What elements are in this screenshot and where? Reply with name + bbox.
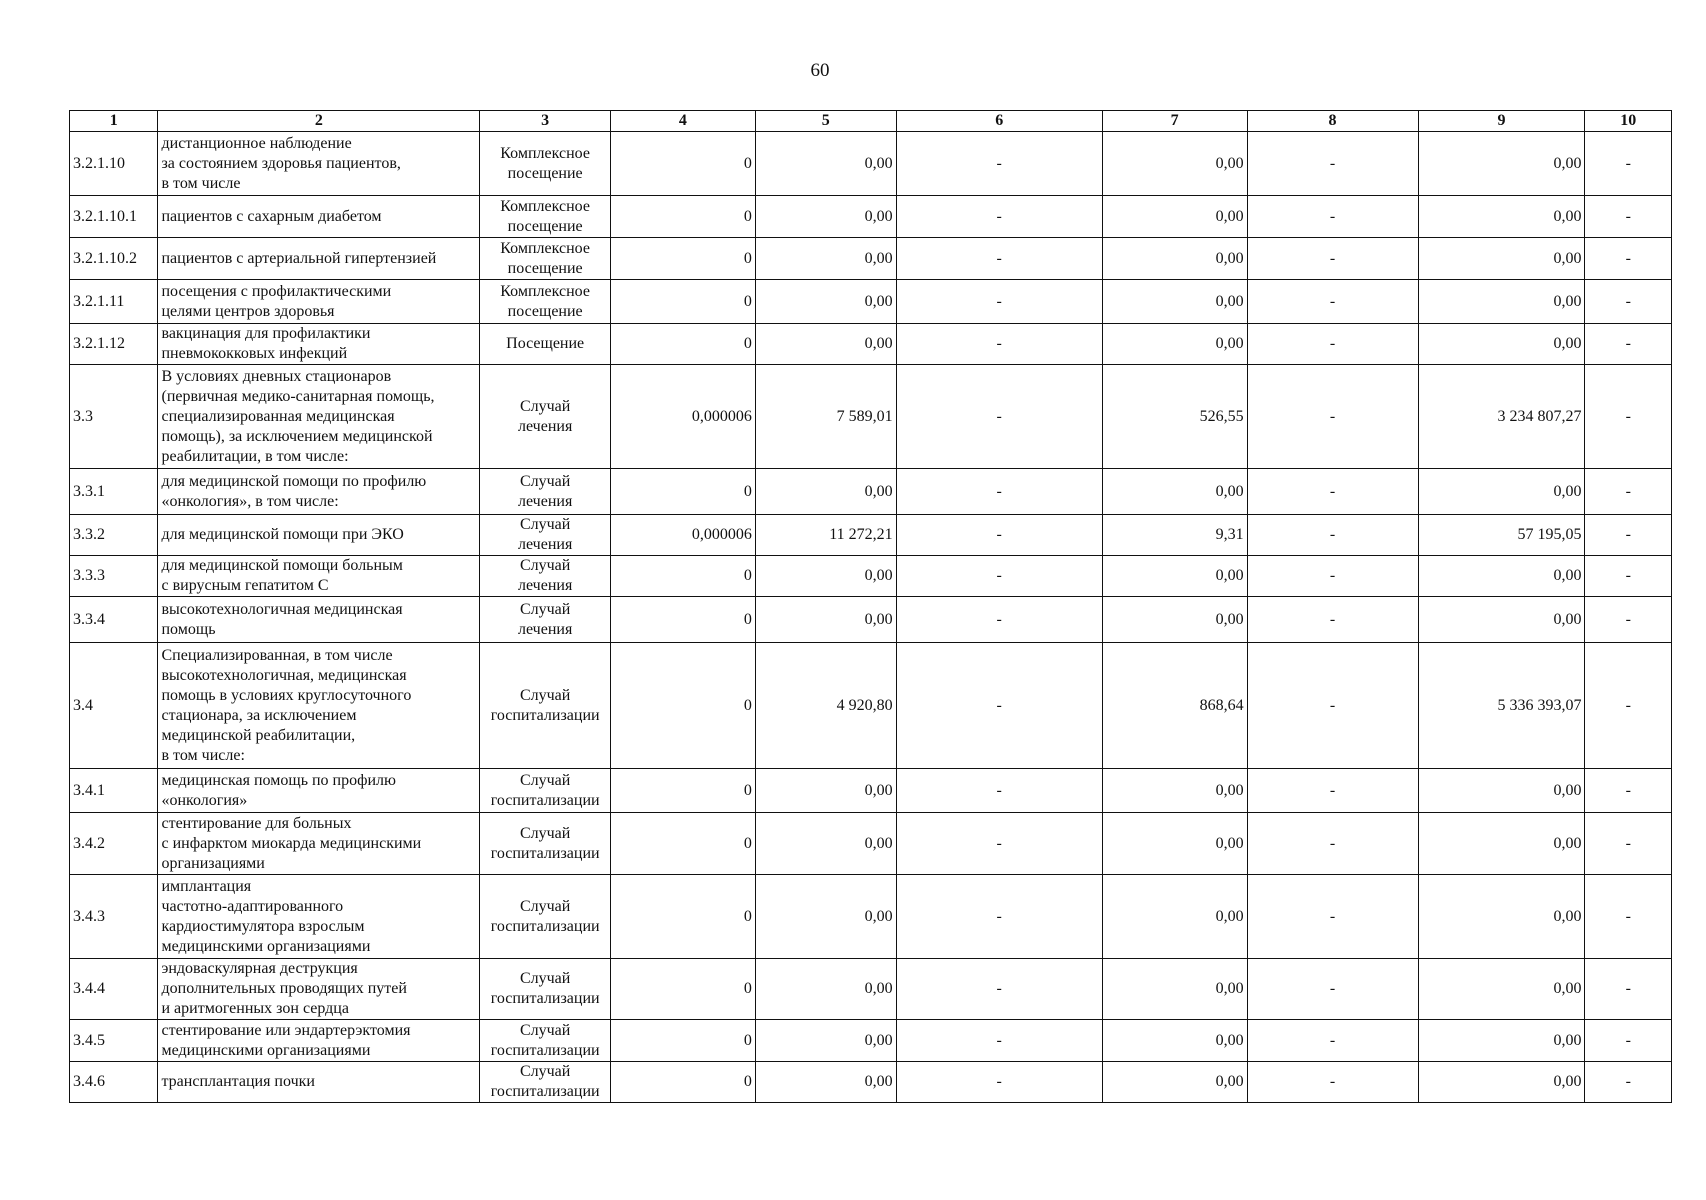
table-row — [70, 643, 1672, 769]
table-row — [70, 515, 1672, 556]
cell-col-6: - — [896, 1062, 1102, 1103]
row-unit-line: посещение — [507, 164, 583, 182]
row-name — [158, 469, 480, 515]
cell-col-8: - — [1247, 1062, 1418, 1103]
cell-col-7: 0,00 — [1102, 959, 1247, 1020]
row-code: 3.4 — [70, 643, 158, 769]
cell-col-8: - — [1247, 515, 1418, 556]
cell-col-10: - — [1585, 515, 1672, 556]
row-unit-line: Случай — [519, 1063, 571, 1080]
row-name-line: Специализированная, в том числе — [161, 646, 393, 664]
row-name — [158, 1020, 480, 1062]
row-code: 3.4.4 — [70, 959, 158, 1020]
cell-col-5: 0,00 — [755, 556, 896, 597]
cell-col-5: 0,00 — [755, 132, 896, 196]
row-name-line: помощь), за исключением медицинской — [161, 427, 433, 445]
cell-col-4: 0 — [611, 1062, 756, 1103]
row-unit-line: лечения — [517, 536, 573, 553]
row-name-line: В условиях дневных стационаров — [161, 367, 392, 385]
cell-col-9: 0,00 — [1418, 769, 1585, 813]
row-code: 3.2.1.10 — [70, 132, 158, 196]
row-name-line: посещения с профилактическими — [161, 282, 392, 300]
row-name-line: стационара, за исключением — [161, 706, 357, 724]
cell-col-8: - — [1247, 875, 1418, 959]
row-unit-line: Случай — [519, 897, 571, 915]
row-unit-line: лечения — [517, 417, 573, 435]
col-header-6: 6 — [896, 111, 1102, 132]
cell-col-4: 0,000006 — [611, 365, 756, 469]
row-unit — [480, 515, 611, 556]
cell-col-6: - — [896, 238, 1102, 280]
cell-col-4: 0 — [611, 769, 756, 813]
cell-col-5: 7 589,01 — [755, 365, 896, 469]
cell-col-9: 0,00 — [1418, 132, 1585, 196]
row-name-line: медицинскими организациями — [161, 1041, 371, 1059]
row-name-line: высокотехнологичная, медицинская — [161, 666, 407, 684]
cell-col-10: - — [1585, 324, 1672, 365]
row-name — [158, 769, 480, 813]
cell-col-9: 0,00 — [1418, 556, 1585, 597]
cell-col-6: - — [896, 769, 1102, 813]
row-unit-line: Случай — [519, 686, 571, 704]
row-name-line: трансплантация почки — [161, 1073, 315, 1090]
cell-col-9: 0,00 — [1418, 469, 1585, 515]
row-name-line: дополнительных проводящих путей — [161, 980, 407, 997]
table-row — [70, 132, 1672, 196]
cell-col-10: - — [1585, 196, 1672, 238]
row-unit — [480, 132, 611, 196]
row-unit — [480, 556, 611, 597]
row-unit-line: посещение — [507, 302, 583, 320]
row-unit — [480, 196, 611, 238]
row-name — [158, 280, 480, 324]
cell-col-6: - — [896, 515, 1102, 556]
cell-col-9: 0,00 — [1418, 1062, 1585, 1103]
row-code: 3.4.5 — [70, 1020, 158, 1062]
table-row — [70, 280, 1672, 324]
row-name-line: и аритмогенных зон сердца — [161, 1000, 349, 1017]
cell-col-7: 0,00 — [1102, 597, 1247, 643]
cell-col-4: 0 — [611, 280, 756, 324]
table-row — [70, 769, 1672, 813]
cell-col-8: - — [1247, 597, 1418, 643]
row-unit-line: госпитализации — [490, 917, 600, 935]
row-name — [158, 597, 480, 643]
cell-col-10: - — [1585, 469, 1672, 515]
row-name-line: реабилитации, в том числе: — [161, 447, 349, 465]
cell-col-10: - — [1585, 959, 1672, 1020]
row-name-line: (первичная медико-санитарная помощь, — [161, 387, 435, 405]
row-unit-line: Комплексное — [500, 144, 590, 162]
row-name-line: эндоваскулярная деструкция — [161, 960, 358, 977]
table-row — [70, 196, 1672, 238]
table-row — [70, 556, 1672, 597]
cell-col-5: 0,00 — [755, 1062, 896, 1103]
row-unit-line: Случай — [519, 516, 571, 533]
row-code: 3.2.1.12 — [70, 324, 158, 365]
row-unit-line: госпитализации — [490, 1041, 600, 1059]
row-code: 3.3.3 — [70, 556, 158, 597]
row-unit-line: посещение — [507, 259, 583, 277]
cell-col-7: 0,00 — [1102, 1062, 1247, 1103]
row-code: 3.3.2 — [70, 515, 158, 556]
cell-col-10: - — [1585, 597, 1672, 643]
cell-col-9: 0,00 — [1418, 196, 1585, 238]
cell-col-8: - — [1247, 643, 1418, 769]
row-name-line: «онкология» — [161, 791, 248, 809]
cell-col-6: - — [896, 365, 1102, 469]
cell-col-6: - — [896, 813, 1102, 875]
row-unit — [480, 769, 611, 813]
row-unit — [480, 1062, 611, 1103]
row-unit — [480, 643, 611, 769]
cell-col-5: 0,00 — [755, 813, 896, 875]
cell-col-9: 0,00 — [1418, 238, 1585, 280]
cell-col-4: 0 — [611, 1020, 756, 1062]
row-name-line: высокотехнологичная медицинская — [161, 600, 403, 618]
row-name-line: стентирование или эндартерэктомия — [161, 1021, 411, 1039]
cell-col-8: - — [1247, 280, 1418, 324]
row-name-line: за состоянием здоровья пациентов, — [161, 154, 401, 172]
cell-col-5: 0,00 — [755, 196, 896, 238]
col-header-2: 2 — [158, 111, 480, 132]
cell-col-7: 9,31 — [1102, 515, 1247, 556]
row-name-line: для медицинской помощи по профилю — [161, 472, 427, 490]
row-unit-line: Случай — [519, 472, 571, 490]
cell-col-6: - — [896, 875, 1102, 959]
cell-col-4: 0 — [611, 132, 756, 196]
row-unit-line: лечения — [517, 492, 573, 510]
row-unit-line: госпитализации — [490, 844, 600, 862]
cell-col-4: 0 — [611, 643, 756, 769]
cell-col-8: - — [1247, 813, 1418, 875]
row-unit-line: Случай — [519, 970, 571, 987]
row-unit-line: Случай — [519, 771, 571, 789]
cell-col-5: 0,00 — [755, 1020, 896, 1062]
cell-col-8: - — [1247, 959, 1418, 1020]
col-header-9: 9 — [1418, 111, 1585, 132]
row-unit-line: Случай — [519, 557, 571, 574]
row-name — [158, 238, 480, 280]
row-code: 3.4.1 — [70, 769, 158, 813]
row-code: 3.4.6 — [70, 1062, 158, 1103]
row-unit-line: госпитализации — [490, 791, 600, 809]
cell-col-5: 0,00 — [755, 280, 896, 324]
cell-col-7: 868,64 — [1102, 643, 1247, 769]
row-code: 3.4.2 — [70, 813, 158, 875]
row-code: 3.3.4 — [70, 597, 158, 643]
cell-col-7: 526,55 — [1102, 365, 1247, 469]
cell-col-5: 0,00 — [755, 959, 896, 1020]
cell-col-6: - — [896, 280, 1102, 324]
data-table — [69, 110, 1672, 1103]
cell-col-7: 0,00 — [1102, 469, 1247, 515]
row-unit — [480, 1020, 611, 1062]
cell-col-4: 0 — [611, 324, 756, 365]
row-unit-line: Комплексное — [500, 197, 590, 215]
cell-col-7: 0,00 — [1102, 324, 1247, 365]
row-name-line: специализированная медицинская — [161, 407, 395, 425]
row-name-line: медицинская помощь по профилю — [161, 771, 396, 789]
cell-col-6: - — [896, 597, 1102, 643]
row-unit-line: Случай — [519, 1021, 571, 1039]
row-name-line: кардиостимулятора взрослым — [161, 917, 365, 935]
row-name-line: целями центров здоровья — [161, 302, 335, 320]
table-row — [70, 238, 1672, 280]
cell-col-5: 0,00 — [755, 324, 896, 365]
row-name-line: медицинскими организациями — [161, 937, 371, 955]
row-name-line: помощь в условиях круглосуточного — [161, 686, 412, 704]
row-name-line: частотно-адаптированного — [161, 897, 344, 915]
row-unit-line: посещение — [507, 217, 583, 235]
row-unit-line: Посещение — [506, 335, 585, 352]
cell-col-10: - — [1585, 875, 1672, 959]
table-row — [70, 324, 1672, 365]
cell-col-7: 0,00 — [1102, 769, 1247, 813]
row-name — [158, 324, 480, 365]
cell-col-9: 0,00 — [1418, 280, 1585, 324]
row-name — [158, 875, 480, 959]
cell-col-10: - — [1585, 1062, 1672, 1103]
cell-col-6: - — [896, 643, 1102, 769]
cell-col-8: - — [1247, 556, 1418, 597]
cell-col-4: 0 — [611, 813, 756, 875]
row-code: 3.3 — [70, 365, 158, 469]
row-unit-line: лечения — [517, 620, 573, 638]
cell-col-4: 0 — [611, 875, 756, 959]
row-name — [158, 556, 480, 597]
cell-col-6: - — [896, 1020, 1102, 1062]
cell-col-8: - — [1247, 469, 1418, 515]
cell-col-4: 0,000006 — [611, 515, 756, 556]
cell-col-5: 0,00 — [755, 469, 896, 515]
table-body — [70, 132, 1672, 1103]
table-row — [70, 469, 1672, 515]
cell-col-5: 4 920,80 — [755, 643, 896, 769]
col-header-7: 7 — [1102, 111, 1247, 132]
cell-col-7: 0,00 — [1102, 556, 1247, 597]
row-code: 3.2.1.10.2 — [70, 238, 158, 280]
col-header-5: 5 — [755, 111, 896, 132]
row-unit-line: госпитализации — [490, 1083, 600, 1100]
cell-col-5: 0,00 — [755, 769, 896, 813]
cell-col-10: - — [1585, 1020, 1672, 1062]
cell-col-8: - — [1247, 769, 1418, 813]
table-row — [70, 959, 1672, 1020]
cell-col-9: 0,00 — [1418, 597, 1585, 643]
row-name-line: для медицинской помощи при ЭКО — [161, 526, 404, 543]
row-name-line: для медицинской помощи больным — [161, 557, 403, 574]
col-header-3: 3 — [480, 111, 611, 132]
cell-col-8: - — [1247, 132, 1418, 196]
cell-col-8: - — [1247, 324, 1418, 365]
row-unit — [480, 365, 611, 469]
cell-col-10: - — [1585, 280, 1672, 324]
row-unit — [480, 238, 611, 280]
cell-col-7: 0,00 — [1102, 1020, 1247, 1062]
row-code: 3.4.3 — [70, 875, 158, 959]
row-unit-line: госпитализации — [490, 990, 600, 1007]
table-row — [70, 365, 1672, 469]
cell-col-10: - — [1585, 556, 1672, 597]
row-name — [158, 196, 480, 238]
row-code: 3.2.1.11 — [70, 280, 158, 324]
cell-col-10: - — [1585, 643, 1672, 769]
row-name-line: помощь — [161, 620, 216, 638]
table-row — [70, 1020, 1672, 1062]
header-row — [70, 111, 1672, 132]
row-name-line: медицинской реабилитации, — [161, 726, 356, 744]
cell-col-9: 0,00 — [1418, 324, 1585, 365]
row-unit — [480, 813, 611, 875]
cell-col-7: 0,00 — [1102, 196, 1247, 238]
row-unit — [480, 959, 611, 1020]
cell-col-5: 0,00 — [755, 238, 896, 280]
row-name-line: «онкология», в том числе: — [161, 492, 339, 510]
row-name-line: вакцинация для профилактики — [161, 325, 371, 342]
cell-col-6: - — [896, 959, 1102, 1020]
col-header-10: 10 — [1585, 111, 1672, 132]
row-name — [158, 1062, 480, 1103]
cell-col-5: 0,00 — [755, 875, 896, 959]
cell-col-6: - — [896, 469, 1102, 515]
col-header-8: 8 — [1247, 111, 1418, 132]
row-unit-line: госпитализации — [490, 706, 600, 724]
row-name-line: имплантация — [161, 877, 252, 895]
row-name-line: с инфарктом миокарда медицинскими — [161, 834, 422, 852]
cell-col-6: - — [896, 196, 1102, 238]
cell-col-4: 0 — [611, 196, 756, 238]
cell-col-9: 3 234 807,27 — [1418, 365, 1585, 469]
cell-col-8: - — [1247, 1020, 1418, 1062]
row-unit — [480, 875, 611, 959]
cell-col-6: - — [896, 132, 1102, 196]
row-code: 3.2.1.10.1 — [70, 196, 158, 238]
cell-col-6: - — [896, 556, 1102, 597]
cell-col-7: 0,00 — [1102, 813, 1247, 875]
cell-col-8: - — [1247, 238, 1418, 280]
cell-col-4: 0 — [611, 469, 756, 515]
row-unit-line: Случай — [519, 600, 571, 618]
cell-col-9: 0,00 — [1418, 959, 1585, 1020]
cell-col-8: - — [1247, 365, 1418, 469]
cell-col-7: 0,00 — [1102, 280, 1247, 324]
row-unit-line: Комплексное — [500, 239, 590, 257]
cell-col-4: 0 — [611, 238, 756, 280]
row-unit-line: лечения — [517, 577, 573, 594]
table-row — [70, 1062, 1672, 1103]
cell-col-9: 5 336 393,07 — [1418, 643, 1585, 769]
cell-col-10: - — [1585, 813, 1672, 875]
cell-col-4: 0 — [611, 597, 756, 643]
row-name — [158, 959, 480, 1020]
row-code: 3.3.1 — [70, 469, 158, 515]
row-name-line: пациентов с сахарным диабетом — [161, 207, 382, 225]
row-unit — [480, 597, 611, 643]
cell-col-7: 0,00 — [1102, 132, 1247, 196]
row-name-line: стентирование для больных — [161, 814, 352, 832]
row-name-line: в том числе — [161, 174, 241, 192]
page-number: 60 — [810, 60, 830, 81]
col-header-1: 1 — [70, 111, 158, 132]
row-name-line: пневмококковых инфекций — [161, 345, 348, 362]
row-name-line: дистанционное наблюдение — [161, 134, 352, 152]
cell-col-4: 0 — [611, 556, 756, 597]
row-name-line: с вирусным гепатитом С — [161, 577, 329, 594]
table-row — [70, 813, 1672, 875]
cell-col-7: 0,00 — [1102, 875, 1247, 959]
row-unit-line: Случай — [519, 824, 571, 842]
cell-col-8: - — [1247, 196, 1418, 238]
cell-col-9: 0,00 — [1418, 813, 1585, 875]
cell-col-6: - — [896, 324, 1102, 365]
row-name — [158, 813, 480, 875]
cell-col-9: 0,00 — [1418, 875, 1585, 959]
cell-col-10: - — [1585, 132, 1672, 196]
row-unit — [480, 280, 611, 324]
cell-col-9: 57 195,05 — [1418, 515, 1585, 556]
row-unit — [480, 324, 611, 365]
row-name — [158, 132, 480, 196]
row-name-line: в том числе: — [161, 746, 245, 764]
cell-col-9: 0,00 — [1418, 1020, 1585, 1062]
row-name — [158, 515, 480, 556]
row-unit-line: Комплексное — [500, 282, 590, 300]
table-row — [70, 597, 1672, 643]
table-row — [70, 875, 1672, 959]
col-header-4: 4 — [611, 111, 756, 132]
cell-col-10: - — [1585, 238, 1672, 280]
cell-col-10: - — [1585, 769, 1672, 813]
row-unit — [480, 469, 611, 515]
row-name — [158, 365, 480, 469]
row-name-line: организациями — [161, 854, 265, 872]
cell-col-5: 11 272,21 — [755, 515, 896, 556]
row-name — [158, 643, 480, 769]
cell-col-4: 0 — [611, 959, 756, 1020]
row-name-line: пациентов с артериальной гипертензией — [161, 249, 437, 267]
cell-col-10: - — [1585, 365, 1672, 469]
row-unit-line: Случай — [519, 397, 571, 415]
cell-col-7: 0,00 — [1102, 238, 1247, 280]
cell-col-5: 0,00 — [755, 597, 896, 643]
